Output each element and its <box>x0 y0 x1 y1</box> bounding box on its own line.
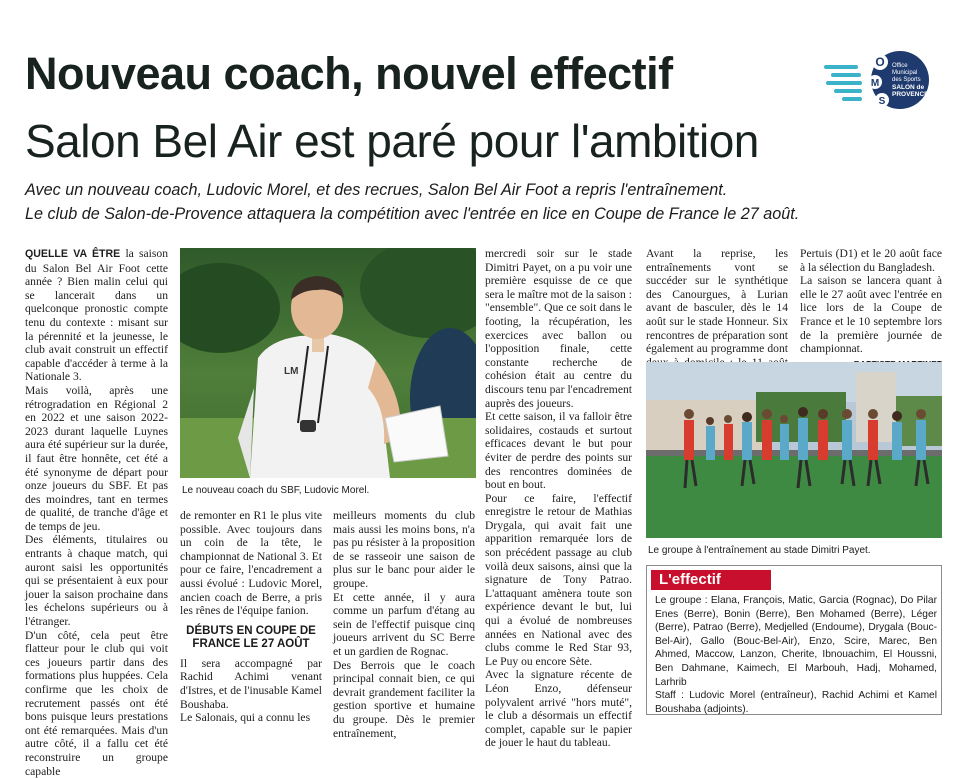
col5-paragraph-1: Avant la reprise, les entraînements vont se succéder sur le synthétique des Canourgues, à Lurian avant de basculer, dès le 14 août sur le stade Honneur. Six rencontres de préparation sont également au programme dont <box>646 247 788 356</box>
article-column-4 <box>485 247 632 750</box>
headline-line-1: Nouveau coach, nouvel effectif <box>25 48 673 99</box>
article-column-2 <box>180 509 322 725</box>
col1-paragraph-3: Des éléments, titulaires ou entrants à chaque match, qui auront saisi les opportunités qui se présentaient à eux pour jouer la saison prochaine dans les échelons supérieurs ou à l'étranger. <box>25 533 168 629</box>
coach-photo <box>180 248 476 478</box>
effectif-box <box>646 565 942 715</box>
svg-text:O: O <box>875 55 885 69</box>
col2-paragraph-3: Le Salonais, qui a connu les <box>180 711 311 725</box>
col1-paragraph-2: Mais voilà, après une rétrogradation en Régional 2 en 2022 et une saison 2022-2023 durant laquelle Luynes aura été supérieur sur la durée, il faut être honnête, cet été a été synonyme de départ pour onze joueurs du SBF. Et pas des moindres, tant en termes de qualité, de tranche d'âge et de temps de jeu. <box>25 383 168 533</box>
article-column-3 <box>333 509 475 740</box>
lead-line-1: Avec un nouveau coach, Ludovic Morel, et des recrues, Salon Bel Air Foot a repris l'entraînement. <box>25 181 728 199</box>
logo-text-5: PROVENCE <box>892 91 929 98</box>
col1-paragraph-4: D'un côté, cela peut être flatteur pour le club qui voit ces joueurs partir dans des formations plus huppées. Cela confirme que les choix de recrutement passés ont été bons puisque leurs prestations ont été remarquées. Mais d'un autre côté, il a fallu cet été reconstruire un groupe capable <box>25 628 168 778</box>
oms-logo <box>822 48 932 114</box>
svg-text:S: S <box>878 96 886 107</box>
col1-paragraph-1: la saison du Salon Bel Air Foot cette année ? Bien malin celui qui se lancerait dans un quelconque pronostic compte tenu du contexte : misant sur la pérennité et la jeunesse, le club avait construit un effectif capable d'accéder à terme à la Nationale 3. <box>25 247 168 384</box>
training-photo-caption: Le groupe à l'entraînement au stade Dimitri Payet. <box>648 545 871 556</box>
col6-paragraph-1: Pertuis (D1) et le 20 août face à la sélection du Bangladesh. <box>800 247 942 274</box>
logo-speed-lines <box>824 65 862 101</box>
effectif-heading: L'effectif <box>651 570 771 590</box>
logo-text-4: SALON de <box>892 84 925 91</box>
col4-paragraph-4: Avec la signature récente de Léon Enzo, défenseur polyvalent arrivé "hors muté", le club a désormais un effectif complet, capable sur le papier de jouer le haut du tableau. <box>485 668 632 750</box>
training-photo <box>646 362 942 538</box>
lead-paragraph <box>25 178 945 226</box>
effectif-body <box>655 594 937 716</box>
logo-text-1: Office <box>892 63 908 69</box>
shirt-initials: LM <box>284 366 299 377</box>
col4-paragraph-1: mercredi soir sur le stade Dimitri Payet, on a pu voir une première esquisse de ce que sera le maître mot de la saison : "ensemble". Que ce soit dans le footing, la récupération, les exercices avec ballon ou l'opposition finale, cette constante recherche de cohésion était au centre du discours tenu par l'encadrement auprès des joueurs. <box>485 247 632 410</box>
col3-paragraph-2: Et cette année, il y aura comme un parfum d'étang au sein de l'effectif puisque cinq joueurs arrivent du SC Berre et un gardien de Rognac. <box>333 590 475 658</box>
col2-paragraph-1: de remonter en R1 le plus vite possible. Avec toujours dans un coin de la tête, le championnat de National 3. Et pour ce faire, l'encadrement a aussi évolué : Ludovic Morel, ancien coach de Berre, a pris les rênes de l'équipe fanion. <box>180 509 322 618</box>
coach-photo-caption: Le nouveau coach du SBF, Ludovic Morel. <box>182 485 370 496</box>
logo-text-2: Municipal <box>892 70 918 76</box>
svg-text:M: M <box>870 78 880 89</box>
col4-paragraph-3: Pour ce faire, l'effectif enregistre le retour de Mathias Drygala, qui avait fait une apparition remarquée lors de son précédent passage au club voilà deux saisons, ainsi que la signature de Tony Patrao. L'attaquant amènera toute son expérience devant le but, lui qui a évolué de nombreuses années en National avec des clubs comme le Red Star 93, Le Puy ou encore Sète. <box>485 491 632 668</box>
article-column-1 <box>25 247 168 778</box>
col2-paragraph-2: Il sera accompagné par Rachid Achimi venant d'Istres, et de l'inusable Kamel Boushaba. <box>180 656 322 711</box>
subheading: DÉBUTS EN COUPE DE FRANCE LE 27 AOÛT <box>186 624 316 651</box>
effectif-groupe: Le groupe : Elana, François, Matic, Garcia (Rognac), Do Pilar Enes (Berre), Bonin (Berre), Ben Mohamed (Berre), Léger (Berre), Patrao (Berre), Medjelled (Endoume), Drygala (Bouc-Bel-Air), Gallo (Bouc-Bel-Air), Enzo, Scire, Marec, Ben Ahmed, Maccow, Lanzon, Cherite, Ibnouachim, El Houssni, Ben Dahmane, Kaimech, El Marbouh, Hadj, Mohamed, Larhrib <box>655 595 937 688</box>
col3-paragraph-3: Des Berrois que le coach principal connait bien, ce qui devrait grandement faciliter la gestion sportive et humaine du groupe. Dès le premier entraînement, <box>333 658 475 740</box>
kicker: QUELLE VA ÊTRE <box>25 248 121 260</box>
headline-line-2: Salon Bel Air est paré pour l'ambition <box>25 115 759 167</box>
col4-paragraph-2: Et cette saison, il va falloir être solidaires, costauds et surtout efficaces devant le but pour éviter de perdre des points sur des rencontres dominées de bout en bout. <box>485 410 632 492</box>
logo-text-3: des Sports <box>892 77 921 83</box>
col6-paragraph-2: La saison se lancera quant à elle le 27 août avec l'entrée en lice lors de la Coupe de France et le 10 septembre lors de la première journée de championnat. <box>800 274 942 356</box>
effectif-staff: Staff : Ludovic Morel (entraîneur), Rachid Achimi et Kamel Boushaba (adjoints). <box>655 690 937 715</box>
article-column-6 <box>800 247 942 371</box>
lead-line-2: Le club de Salon-de-Provence attaquera la compétition avec l'entrée en lice en Coupe de France le 27 août. <box>25 205 800 223</box>
col3-paragraph-1: meilleurs moments du club mais aussi les moins bons, n'a pas pu résister à la proposition de se rasseoir une saison de plus sur le banc pour aider le groupe. <box>333 509 475 590</box>
